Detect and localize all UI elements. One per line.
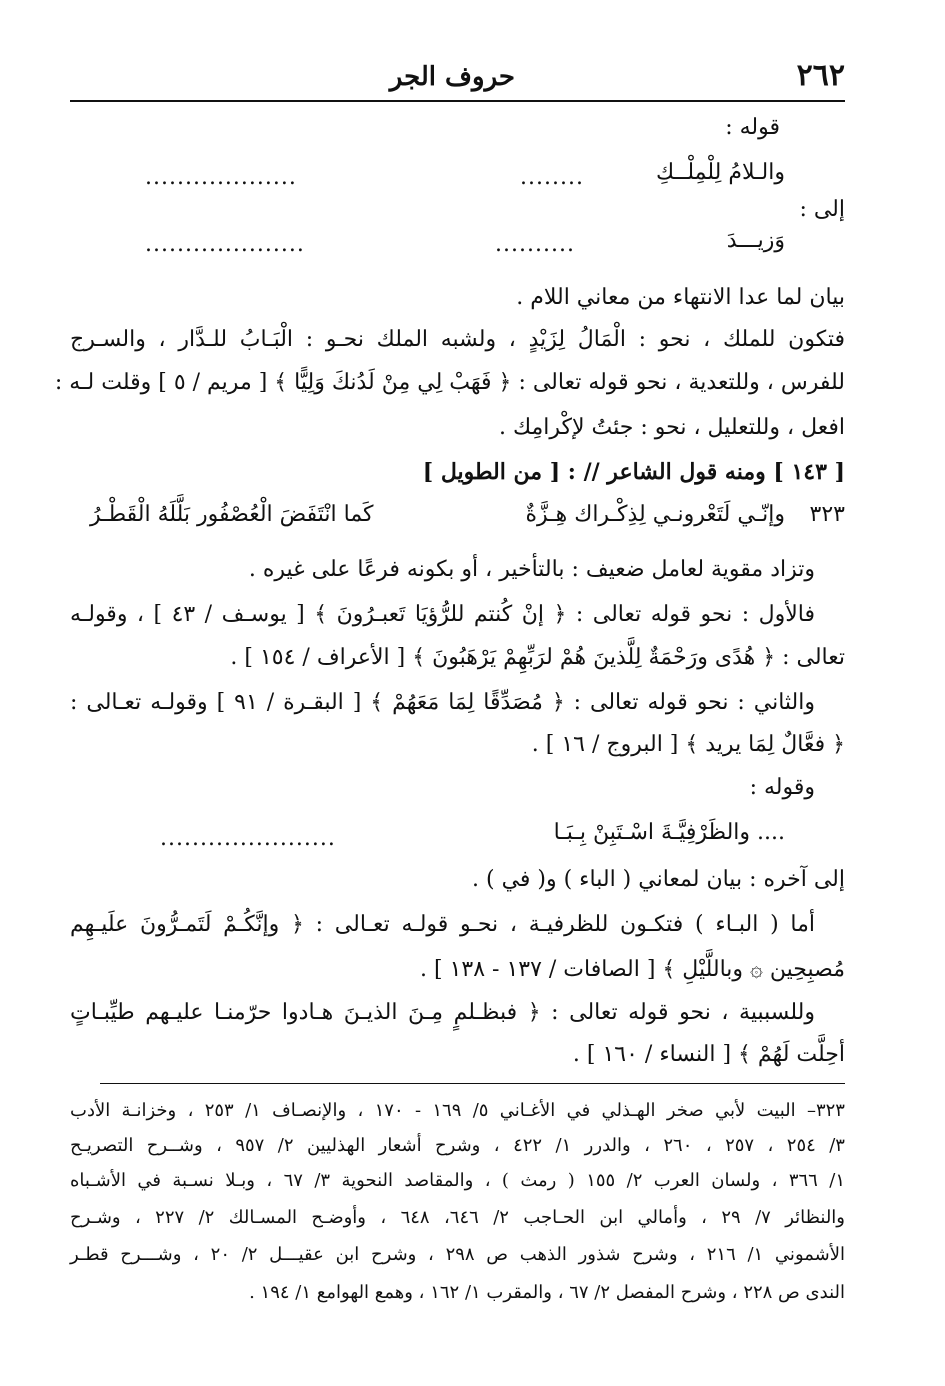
body-line: مُصبِحِين ۞ وباللَّيْلِ ﴾ [ الصافات / ١٣٧ - ١٣٨ ] . [420,957,845,982]
body-line: وللسببية ، نحو قوله تعالى : ﴿ فبظـلمٍ مِـنَ الذيـنَ هـادوا حرّمنـا عليـهم طيِّبـاتٍ [70,1000,815,1025]
verse1-second: وَزيـــدَ [726,228,785,253]
ila-label: إلى : [799,197,845,222]
page-header [70,58,845,102]
body-line: أما ( البـاء ) فتكـون للظرفيـة ، نحـو قولـه تعـالى : ﴿ وإنَّكُـمْ لَتَمـرُّونَ علَيـهِم [70,912,815,937]
verse1-first: والـلامُ لِلْمِلْــكِ [655,160,785,185]
running-title: حروف الجر [389,62,515,92]
footnote-line: ٣٢٣– البيت لأبي صخر الهـذلي في الأغـاني ٥/ ١٦٩ - ١٧٠ ، والإنصـاف ١/ ٢٥٣ ، وخزانـة الأدب [70,1100,845,1121]
qawluh-label: قوله : [725,115,780,140]
body-line: للفرس ، وللتعدية ، نحو قوله تعالى : ﴿ فَهَبْ لِي مِنْ لَدُنكَ وَلِيًّا ﴾ [ مريم / ٥ ] وقلت لـه : [54,370,845,395]
poem-second-half: كَما انْتَفَضَ الْعُصْفُور بَلَّلَهُ الْقَطْـرُ [90,502,374,527]
poem-citation-line: [ ١٤٣ ] ومنه قول الشاعر // : [ من الطويل ] [422,459,845,485]
body-line: افعل ، وللتعليل ، نحو : جئتُ لإكْرامِك . [498,415,845,440]
body-line: تعالى : ﴿ هُدًى ورَحْمَةٌ لِلَّذينَ هُمْ لرَبِّهِمْ يَرْهَبُونَ ﴾ [ الأعراف / ١٥٤ ] . [230,645,845,670]
body-line: بيان لما عدا الانتهاء من معاني اللام . [516,285,845,310]
footnote-line: ١/ ٣٦٦ ، ولسان العرب ٢/ ١٥٥ ( رمث ) ، والمقاصد النحوية ٣/ ٦٧ ، وبـلا نسـبة في الأشـباه [70,1170,845,1191]
verse2-text: .... والظَرْفِيَّـةَ اسْـتَبِنْ بِـبَـا [553,820,785,845]
verse1-dots-far2: .................... [145,232,305,257]
page-number: ٢٦٢ [796,58,845,93]
footnote-line: الندى ص ٢٢٨ ، وشرح المفصل ٢/ ٦٧ ، والمقرب ١/ ١٦٢ ، وهمع الهوامع ١/ ١٩٤ . [249,1282,845,1303]
footnote-line: ٣/ ٢٥٤ ، ٢٥٧ ، ٢٦٠ ، والدرر ١/ ٤٢٢ ، وشرح أشعار الهذليين ٢/ ٩٥٧ ، وشــرح التصريـح [70,1135,845,1156]
verse1-dots-mid: ........ [520,165,584,190]
body-line: فالأول : نحو قوله تعالى : ﴿ إنْ كُنتم للرُّؤيَا تَعبـرُونَ ﴾ [ يوسـف / ٤٣ ] ، وقولـه [70,602,815,627]
poem-number: ٣٢٣ [809,502,845,527]
body-line: وتزاد مقوية لعامل ضعيف : بالتأخير ، أو بكونه فرعًا على غيره . [248,557,815,582]
verse2-dots: ...................... [160,826,336,851]
footnote-line: والنظائر ٧/ ٢٩ ، وأمالي ابن الحـاجب ٢/ ٦٤٦، ٦٤٨ ، وأوضـح المسـالك ٢/ ٢٢٧ ، وشـرح [70,1207,845,1228]
footnote-line: الأشموني ١/ ٢١٦ ، وشرح شذور الذهب ص ٢٩٨ ، وشرح ابن عقيـــل ٢/ ٢٠ ، وشـــرح قطـر [70,1244,845,1265]
body-line: إلى آخره : بيان لمعاني ( الباء ) و( في ) . [472,867,845,892]
body-line: ﴿ فعَّالٌ لِمَا يريد ﴾ [ البروج / ١٦ ] . [531,732,845,757]
verse1-dots-mid2: .......... [495,232,575,257]
body-line: والثاني : نحو قوله تعالى : ﴿ مُصَدِّقًا لِمَا مَعَهُمْ ﴾ [ البقـرة / ٩١ ] وقولـه تعـالى : [70,690,815,715]
verse1-dots-far: ................... [145,165,297,190]
poem-first-half: وإنّـي لَتَعْرونـي لِذِكْـراك هِـزَّةٌ [525,502,785,527]
body-line: وقوله : [749,775,815,800]
footnote-separator [100,1083,845,1084]
body-line: أحِلَّت لَهُمْ ﴾ [ النساء / ١٦٠ ] . [572,1042,845,1067]
body-line: فتكون للملك ، نحو : الْمَالُ لِزَيْدٍ ، ولشبه الملك نحـو : الْبَـابُ للـدَّار ، والسـرج [70,327,845,352]
